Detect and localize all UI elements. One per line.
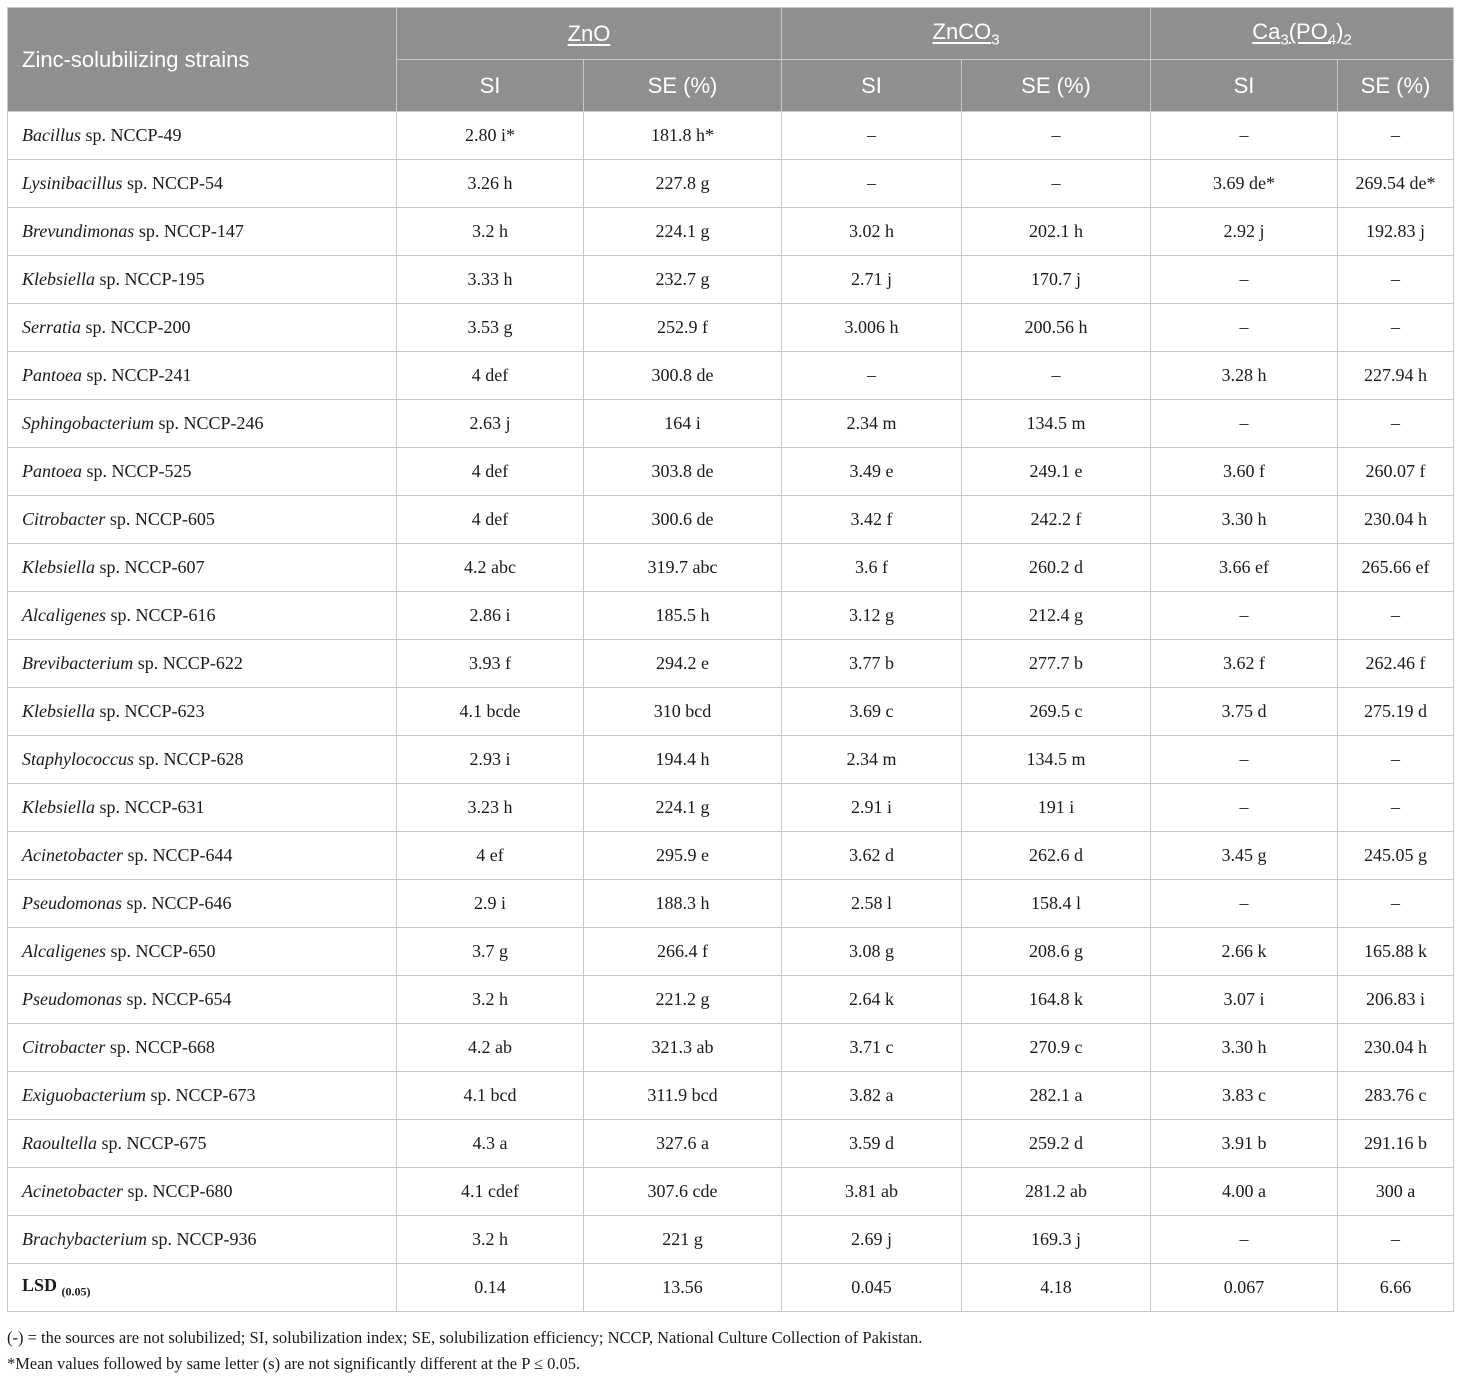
table-row	[8, 304, 1454, 352]
value-cell: 4.00 a	[1151, 1168, 1338, 1216]
value-cell: 245.05 g	[1338, 832, 1454, 880]
value-cell: 291.16 b	[1338, 1120, 1454, 1168]
value-cell: 2.93 i	[397, 736, 584, 784]
value-cell: 3.6 f	[782, 544, 962, 592]
strain-id: sp. NCCP-673	[145, 1085, 256, 1105]
value-cell: 169.3 j	[962, 1216, 1151, 1264]
formula-subscript: 2	[1343, 31, 1352, 49]
value-cell: –	[1338, 256, 1454, 304]
strain-genus: Citrobacter	[22, 1037, 106, 1057]
formula-base: Ca	[1252, 18, 1281, 44]
strain-name-cell	[8, 1168, 397, 1216]
value-cell: 262.6 d	[962, 832, 1151, 880]
value-cell: 3.53 g	[397, 304, 584, 352]
strain-name-cell	[8, 400, 397, 448]
strain-genus: Pseudomonas	[22, 893, 122, 913]
strain-name-cell	[8, 256, 397, 304]
table-row	[8, 352, 1454, 400]
strain-genus: Citrobacter	[22, 509, 106, 529]
value-cell: –	[962, 352, 1151, 400]
value-cell: 259.2 d	[962, 1120, 1151, 1168]
value-cell: 2.71 j	[782, 256, 962, 304]
formula-part: )	[1336, 18, 1344, 44]
strain-id: sp. NCCP-195	[95, 269, 205, 289]
strain-genus: Exiguobacterium	[22, 1085, 146, 1105]
value-cell: 4.2 abc	[397, 544, 584, 592]
group-label-zno	[568, 21, 611, 46]
value-cell: 3.33 h	[397, 256, 584, 304]
group-header-znco3	[782, 8, 1151, 60]
value-cell: 4 def	[397, 496, 584, 544]
lsd-value: 0.045	[782, 1264, 962, 1312]
table-row	[8, 1216, 1454, 1264]
znco3-si-header: SI	[782, 60, 962, 112]
value-cell: 3.69 de*	[1151, 160, 1338, 208]
value-cell: 208.6 g	[962, 928, 1151, 976]
strain-id: sp. NCCP-650	[105, 941, 216, 961]
value-cell: 4 def	[397, 448, 584, 496]
value-cell: 158.4 l	[962, 880, 1151, 928]
value-cell: 300.6 de	[584, 496, 782, 544]
value-cell: 4.1 cdef	[397, 1168, 584, 1216]
value-cell: 221.2 g	[584, 976, 782, 1024]
value-cell: 327.6 a	[584, 1120, 782, 1168]
value-cell: –	[962, 160, 1151, 208]
value-cell: 262.46 f	[1338, 640, 1454, 688]
value-cell: 3.30 h	[1151, 1024, 1338, 1072]
value-cell: 3.62 f	[1151, 640, 1338, 688]
strain-name-cell	[8, 976, 397, 1024]
value-cell: –	[1151, 256, 1338, 304]
group-label-znco3	[932, 18, 1000, 49]
value-cell: 260.2 d	[962, 544, 1151, 592]
table-row	[8, 928, 1454, 976]
strain-name-cell	[8, 928, 397, 976]
strain-id: sp. NCCP-525	[82, 461, 192, 481]
table-row	[8, 784, 1454, 832]
zno-si-header: SI	[397, 60, 584, 112]
value-cell: 3.91 b	[1151, 1120, 1338, 1168]
value-cell: –	[782, 112, 962, 160]
strain-genus: Lysinibacillus	[22, 173, 123, 193]
strain-genus: Raoultella	[22, 1133, 97, 1153]
strain-genus: Klebsiella	[22, 557, 95, 577]
strain-genus: Pantoea	[22, 461, 82, 481]
value-cell: –	[1338, 880, 1454, 928]
value-cell: 310 bcd	[584, 688, 782, 736]
value-cell: 3.2 h	[397, 208, 584, 256]
strain-name-cell	[8, 352, 397, 400]
lsd-label-text: LSD	[22, 1275, 58, 1296]
value-cell: 230.04 h	[1338, 1024, 1454, 1072]
strain-name-cell	[8, 160, 397, 208]
value-cell: 221 g	[584, 1216, 782, 1264]
strain-genus: Brevibacterium	[22, 653, 134, 673]
value-cell: –	[1338, 304, 1454, 352]
strain-name-cell	[8, 304, 397, 352]
table-row	[8, 976, 1454, 1024]
strain-name-cell	[8, 880, 397, 928]
strain-column-header: Zinc-solubilizing strains	[8, 8, 397, 112]
value-cell: 300.8 de	[584, 352, 782, 400]
strain-name-cell	[8, 592, 397, 640]
table-row	[8, 400, 1454, 448]
value-cell: 3.49 e	[782, 448, 962, 496]
strain-name-cell	[8, 1072, 397, 1120]
value-cell: 4.2 ab	[397, 1024, 584, 1072]
value-cell: 282.1 a	[962, 1072, 1151, 1120]
formula-part: (PO	[1288, 18, 1328, 44]
value-cell: 4.1 bcde	[397, 688, 584, 736]
table-row	[8, 640, 1454, 688]
table-row	[8, 112, 1454, 160]
strain-id: sp. NCCP-616	[105, 605, 216, 625]
value-cell: 3.66 ef	[1151, 544, 1338, 592]
strain-genus: Klebsiella	[22, 701, 95, 721]
value-cell: 134.5 m	[962, 736, 1151, 784]
value-cell: –	[782, 160, 962, 208]
table-row	[8, 160, 1454, 208]
value-cell: –	[782, 352, 962, 400]
table-body	[8, 112, 1454, 1312]
strain-id: sp. NCCP-646	[122, 893, 232, 913]
formula-base: ZnO	[567, 20, 611, 46]
table-header	[8, 8, 1454, 112]
value-cell: 249.1 e	[962, 448, 1151, 496]
strain-genus: Pseudomonas	[22, 989, 122, 1009]
value-cell: 321.3 ab	[584, 1024, 782, 1072]
strain-genus: Serratia	[22, 317, 82, 337]
value-cell: –	[1151, 784, 1338, 832]
value-cell: 164.8 k	[962, 976, 1151, 1024]
lsd-label	[8, 1264, 397, 1312]
strain-name-cell	[8, 1216, 397, 1264]
value-cell: 4 ef	[397, 832, 584, 880]
value-cell: 2.9 i	[397, 880, 584, 928]
strain-name-cell	[8, 1024, 397, 1072]
lsd-row	[8, 1264, 1454, 1312]
lsd-value: 0.067	[1151, 1264, 1338, 1312]
strain-genus: Pantoea	[22, 365, 82, 385]
group-header-ca3po42	[1151, 8, 1454, 60]
value-cell: 281.2 ab	[962, 1168, 1151, 1216]
value-cell: 252.9 f	[584, 304, 782, 352]
strain-name-cell	[8, 448, 397, 496]
value-cell: 300 a	[1338, 1168, 1454, 1216]
value-cell: 303.8 de	[584, 448, 782, 496]
strain-id: sp. NCCP-49	[81, 125, 182, 145]
value-cell: 2.58 l	[782, 880, 962, 928]
value-cell: 194.4 h	[584, 736, 782, 784]
value-cell: –	[1338, 400, 1454, 448]
lsd-value: 4.18	[962, 1264, 1151, 1312]
strain-genus: Sphingobacterium	[22, 413, 154, 433]
formula-subscript: 3	[1280, 31, 1289, 49]
strain-genus: Klebsiella	[22, 797, 95, 817]
value-cell: 3.45 g	[1151, 832, 1338, 880]
value-cell: –	[1338, 736, 1454, 784]
strain-genus: Acinetobacter	[22, 845, 123, 865]
table-row	[8, 448, 1454, 496]
value-cell: 3.30 h	[1151, 496, 1338, 544]
value-cell: 3.07 i	[1151, 976, 1338, 1024]
table-row	[8, 1072, 1454, 1120]
header-row-groups	[8, 8, 1454, 60]
value-cell: 3.60 f	[1151, 448, 1338, 496]
value-cell: 242.2 f	[962, 496, 1151, 544]
value-cell: 2.66 k	[1151, 928, 1338, 976]
table-row	[8, 880, 1454, 928]
strain-id: sp. NCCP-631	[95, 797, 205, 817]
zinc-solubilization-table	[7, 7, 1454, 1312]
value-cell: 2.92 j	[1151, 208, 1338, 256]
value-cell: 3.42 f	[782, 496, 962, 544]
lsd-label-sub: (0.05)	[61, 1284, 91, 1299]
value-cell: 224.1 g	[584, 784, 782, 832]
value-cell: 2.64 k	[782, 976, 962, 1024]
value-cell: 277.7 b	[962, 640, 1151, 688]
value-cell: 3.2 h	[397, 1216, 584, 1264]
ca3po42-si-header: SI	[1151, 60, 1338, 112]
value-cell: 3.26 h	[397, 160, 584, 208]
table-row	[8, 1120, 1454, 1168]
strain-id: sp. NCCP-668	[105, 1037, 215, 1057]
strain-id: sp. NCCP-54	[122, 173, 223, 193]
value-cell: 181.8 h*	[584, 112, 782, 160]
value-cell: 266.4 f	[584, 928, 782, 976]
strain-id: sp. NCCP-147	[134, 221, 244, 241]
value-cell: 191 i	[962, 784, 1151, 832]
strain-id: sp. NCCP-622	[133, 653, 243, 673]
table-row	[8, 208, 1454, 256]
value-cell: 3.006 h	[782, 304, 962, 352]
strain-id: sp. NCCP-246	[154, 413, 264, 433]
value-cell: 294.2 e	[584, 640, 782, 688]
value-cell: 2.69 j	[782, 1216, 962, 1264]
strain-name-cell	[8, 544, 397, 592]
value-cell: 2.63 j	[397, 400, 584, 448]
group-label-ca3po42	[1252, 18, 1352, 49]
strain-name-cell	[8, 688, 397, 736]
value-cell: 206.83 i	[1338, 976, 1454, 1024]
value-cell: 227.94 h	[1338, 352, 1454, 400]
value-cell: 3.75 d	[1151, 688, 1338, 736]
value-cell: –	[1338, 592, 1454, 640]
strain-name-cell	[8, 1120, 397, 1168]
value-cell: 3.12 g	[782, 592, 962, 640]
value-cell: 295.9 e	[584, 832, 782, 880]
value-cell: 3.81 ab	[782, 1168, 962, 1216]
strain-id: sp. NCCP-654	[122, 989, 232, 1009]
strain-genus: Alcaligenes	[22, 605, 106, 625]
table-row	[8, 736, 1454, 784]
strain-genus: Brevundimonas	[22, 221, 135, 241]
strain-id: sp. NCCP-644	[122, 845, 233, 865]
group-header-zno	[397, 8, 782, 60]
value-cell: 3.2 h	[397, 976, 584, 1024]
strain-id: sp. NCCP-241	[82, 365, 192, 385]
value-cell: 134.5 m	[962, 400, 1151, 448]
value-cell: –	[1151, 736, 1338, 784]
strain-genus: Alcaligenes	[22, 941, 106, 961]
strain-genus: Klebsiella	[22, 269, 95, 289]
value-cell: –	[962, 112, 1151, 160]
value-cell: 269.54 de*	[1338, 160, 1454, 208]
strain-name-cell	[8, 832, 397, 880]
table-row	[8, 496, 1454, 544]
strain-id: sp. NCCP-605	[105, 509, 215, 529]
strain-genus: Brachybacterium	[22, 1229, 147, 1249]
lsd-value: 13.56	[584, 1264, 782, 1312]
strain-genus: Staphylococcus	[22, 749, 134, 769]
value-cell: 4.1 bcd	[397, 1072, 584, 1120]
strain-name-cell	[8, 784, 397, 832]
strain-id: sp. NCCP-623	[95, 701, 205, 721]
value-cell: 3.23 h	[397, 784, 584, 832]
value-cell: 3.62 d	[782, 832, 962, 880]
footnote-significance: *Mean values followed by same letter (s) are not significantly different at the P ≤ 0.05.	[7, 1354, 581, 1373]
value-cell: 269.5 c	[962, 688, 1151, 736]
value-cell: –	[1151, 304, 1338, 352]
lsd-value: 6.66	[1338, 1264, 1454, 1312]
value-cell: 212.4 g	[962, 592, 1151, 640]
value-cell: 170.7 j	[962, 256, 1151, 304]
value-cell: 192.83 j	[1338, 208, 1454, 256]
strain-id: sp. NCCP-200	[81, 317, 191, 337]
value-cell: 200.56 h	[962, 304, 1151, 352]
value-cell: 185.5 h	[584, 592, 782, 640]
value-cell: 283.76 c	[1338, 1072, 1454, 1120]
table-row	[8, 544, 1454, 592]
strain-id: sp. NCCP-607	[95, 557, 205, 577]
table-row	[8, 1168, 1454, 1216]
formula-subscript: 3	[991, 31, 1000, 49]
value-cell: –	[1151, 400, 1338, 448]
strain-genus: Bacillus	[22, 125, 81, 145]
footnote-abbreviations: (-) = the sources are not solubilized; SI, solubilization index; SE, solubilization efficiency; NCCP, National Culture Collection of Pakistan.	[7, 1328, 923, 1347]
value-cell: 227.8 g	[584, 160, 782, 208]
value-cell: 311.9 bcd	[584, 1072, 782, 1120]
table-row	[8, 592, 1454, 640]
value-cell: 3.59 d	[782, 1120, 962, 1168]
value-cell: 230.04 h	[1338, 496, 1454, 544]
value-cell: 3.93 f	[397, 640, 584, 688]
value-cell: 188.3 h	[584, 880, 782, 928]
table-row	[8, 832, 1454, 880]
value-cell: 2.34 m	[782, 400, 962, 448]
strain-name-cell	[8, 736, 397, 784]
strain-name-cell	[8, 640, 397, 688]
value-cell: 270.9 c	[962, 1024, 1151, 1072]
value-cell: 3.02 h	[782, 208, 962, 256]
value-cell: 3.82 a	[782, 1072, 962, 1120]
formula-base: ZnCO	[932, 18, 992, 44]
strain-id: sp. NCCP-675	[97, 1133, 207, 1153]
value-cell: 2.34 m	[782, 736, 962, 784]
strain-id: sp. NCCP-628	[133, 749, 244, 769]
value-cell: –	[1151, 1216, 1338, 1264]
value-cell: –	[1151, 880, 1338, 928]
value-cell: 3.08 g	[782, 928, 962, 976]
strain-id: sp. NCCP-680	[122, 1181, 233, 1201]
strain-id: sp. NCCP-936	[146, 1229, 257, 1249]
value-cell: 232.7 g	[584, 256, 782, 304]
zno-se-header: SE (%)	[584, 60, 782, 112]
ca3po42-se-header: SE (%)	[1338, 60, 1454, 112]
value-cell: –	[1151, 112, 1338, 160]
value-cell: 319.7 abc	[584, 544, 782, 592]
value-cell: 3.7 g	[397, 928, 584, 976]
strain-name-cell	[8, 112, 397, 160]
value-cell: 202.1 h	[962, 208, 1151, 256]
value-cell: 2.86 i	[397, 592, 584, 640]
table-row	[8, 688, 1454, 736]
value-cell: –	[1338, 784, 1454, 832]
value-cell: –	[1338, 1216, 1454, 1264]
value-cell: 164 i	[584, 400, 782, 448]
table-row	[8, 1024, 1454, 1072]
value-cell: 3.71 c	[782, 1024, 962, 1072]
lsd-value: 0.14	[397, 1264, 584, 1312]
strain-name-cell	[8, 496, 397, 544]
value-cell: 4.3 a	[397, 1120, 584, 1168]
strain-name-cell	[8, 208, 397, 256]
value-cell: 224.1 g	[584, 208, 782, 256]
value-cell: –	[1338, 112, 1454, 160]
value-cell: 275.19 d	[1338, 688, 1454, 736]
value-cell: 307.6 cde	[584, 1168, 782, 1216]
value-cell: 2.91 i	[782, 784, 962, 832]
value-cell: 3.83 c	[1151, 1072, 1338, 1120]
value-cell: 2.80 i*	[397, 112, 584, 160]
value-cell: 3.69 c	[782, 688, 962, 736]
value-cell: 3.28 h	[1151, 352, 1338, 400]
value-cell: 4 def	[397, 352, 584, 400]
value-cell: 260.07 f	[1338, 448, 1454, 496]
formula-subscript: 4	[1327, 31, 1337, 49]
value-cell: –	[1151, 592, 1338, 640]
znco3-se-header: SE (%)	[962, 60, 1151, 112]
table-row	[8, 256, 1454, 304]
value-cell: 165.88 k	[1338, 928, 1454, 976]
value-cell: 3.77 b	[782, 640, 962, 688]
value-cell: 265.66 ef	[1338, 544, 1454, 592]
strain-genus: Acinetobacter	[22, 1181, 123, 1201]
